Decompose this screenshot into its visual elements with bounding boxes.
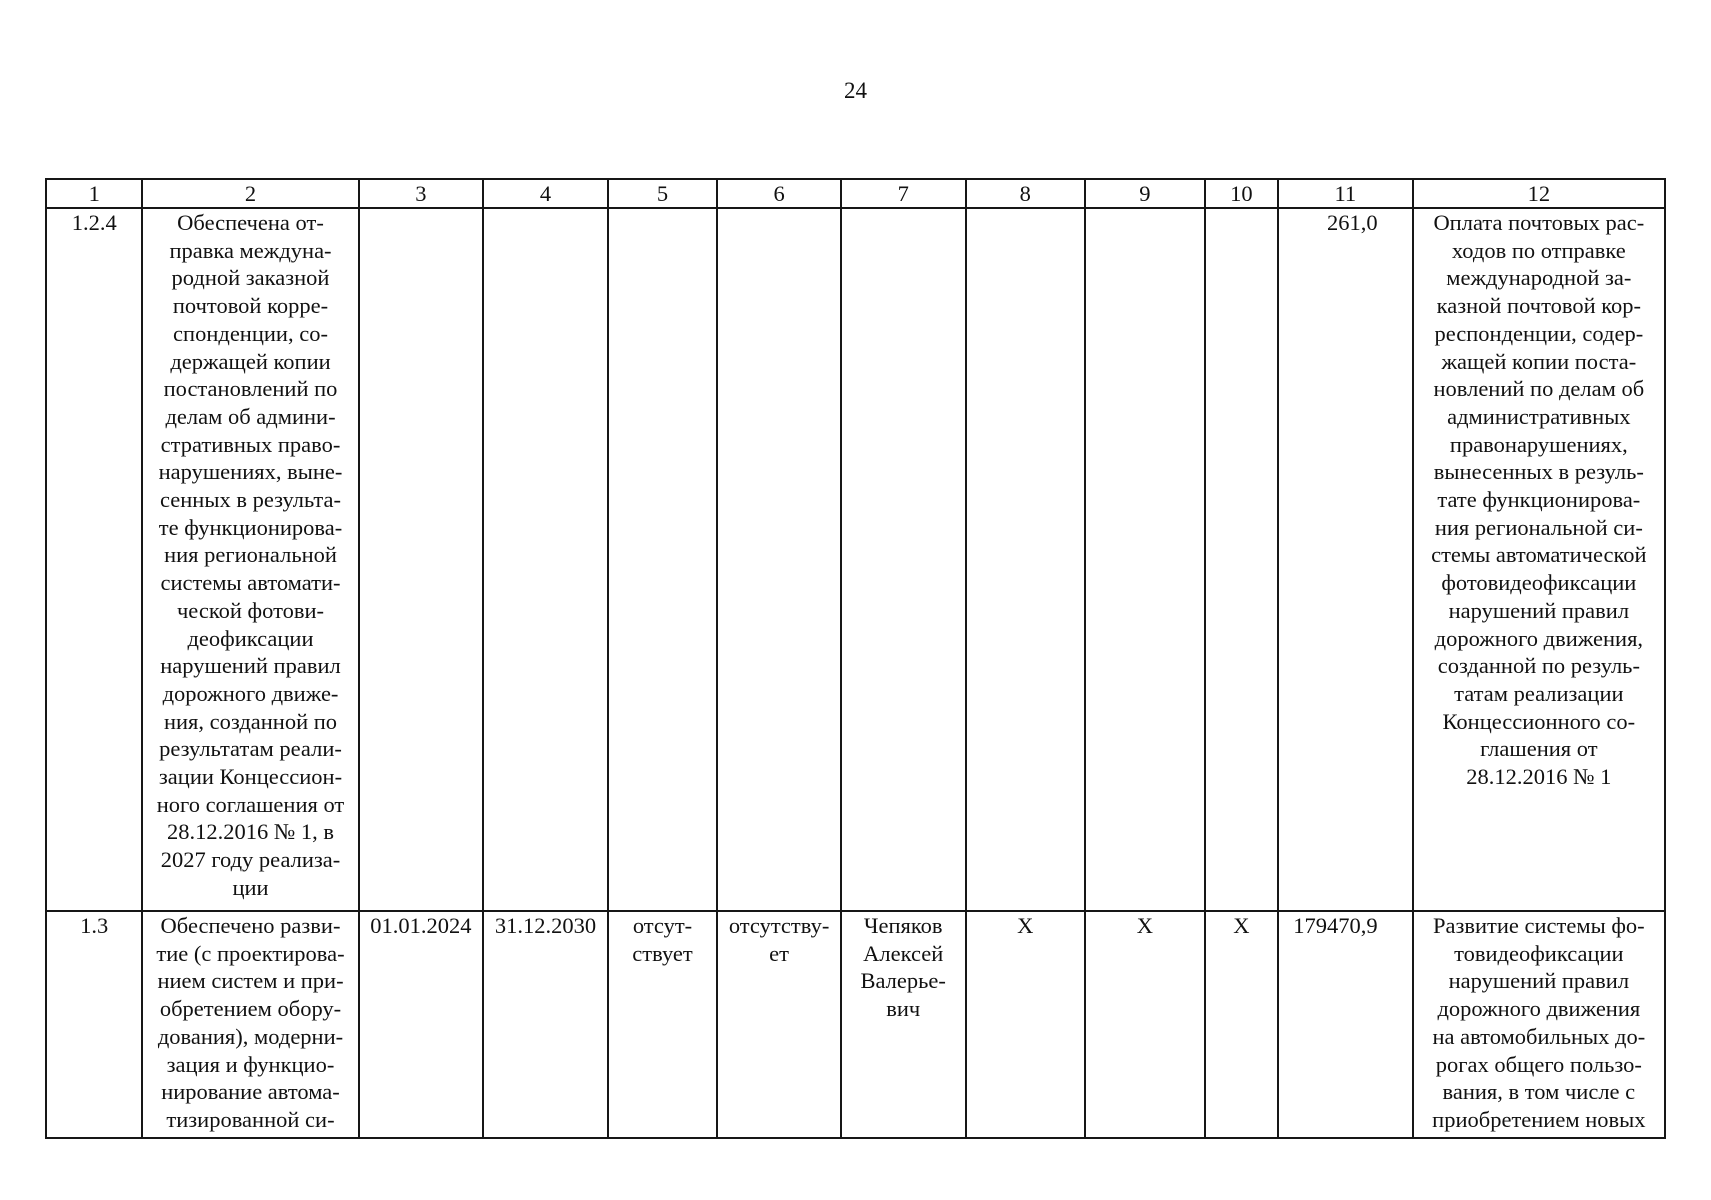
col8-cell bbox=[966, 208, 1086, 911]
col9-cell bbox=[1085, 208, 1205, 911]
col8-value: X bbox=[1017, 913, 1034, 938]
amount-value: 261,0 bbox=[1327, 210, 1378, 235]
column-header: 8 bbox=[966, 179, 1086, 208]
row-description: Обеспечено разви- тие (с проектирова- нием систем и при- обретением обору- дования), модерни- зация и функцио- нирование автома- тизированной си- bbox=[156, 913, 345, 1132]
col9-value: X bbox=[1136, 913, 1153, 938]
column-header: 12 bbox=[1413, 179, 1665, 208]
start-date: 01.01.2024 bbox=[370, 913, 472, 938]
result-cell bbox=[1413, 208, 1665, 911]
col10-cell bbox=[1205, 208, 1278, 911]
column-header: 5 bbox=[608, 179, 718, 208]
col9-cell bbox=[1085, 911, 1205, 1138]
column-header: 6 bbox=[717, 179, 841, 208]
row-description: Обеспечена от- правка междуна- родной заказной почтовой корре- спонденции, со- держащей копии постановлений по делам об админи- стративных право- нарушениях, выне- сенных в результа- те функционирова- ния региональной системы автомати- ческой фотови- деофиксации нарушений правил дорожного движе- ния, созданной по результатам реали- зации Концессион- ного соглашения от 28.12.2016 № 1, в 2027 году реализа- ции bbox=[156, 210, 345, 900]
table-row bbox=[46, 208, 1665, 911]
row-id-cell bbox=[46, 208, 142, 911]
column-header: 10 bbox=[1205, 179, 1278, 208]
end-date-cell bbox=[483, 911, 608, 1138]
start-date-cell bbox=[359, 208, 484, 911]
column-header: 2 bbox=[142, 179, 358, 208]
result-text: Оплата почтовых рас- ходов по отправке международной за- казной почтовой кор- респонденции, содер- жащей копии поста- новлений по делам об административных правонарушениях, вынесенных в резуль- тате функционирова- ния региональной си- стемы автоматической фотовидеофиксации нарушений правил дорожного движения, созданной по резуль- татам реализации Концессионного со- глашения от 28.12.2016 № 1 bbox=[1431, 210, 1647, 790]
column-header: 11 bbox=[1278, 179, 1413, 208]
row-id: 1.2.4 bbox=[71, 210, 117, 235]
column-header: 7 bbox=[841, 179, 966, 208]
responsible-cell bbox=[841, 911, 966, 1138]
start-date-cell bbox=[359, 911, 484, 1138]
responsible-person: Чепяков Алексей Валерье- вич bbox=[860, 913, 946, 1022]
col5-value: отсут- ствует bbox=[632, 913, 693, 966]
column-number-row bbox=[46, 179, 1665, 208]
page-number: 24 bbox=[844, 78, 867, 103]
result-cell bbox=[1413, 911, 1665, 1138]
col6-cell bbox=[717, 911, 841, 1138]
amount-cell bbox=[1278, 911, 1413, 1138]
table-row bbox=[46, 911, 1665, 1138]
end-date: 31.12.2030 bbox=[494, 913, 597, 938]
col10-cell bbox=[1205, 911, 1278, 1138]
column-header: 3 bbox=[359, 179, 484, 208]
result-text: Развитие системы фо- товидеофиксации нарушений правил дорожного движения на автомобильных до- рогах общего пользо- вания, в том числе с приобретением новых bbox=[1432, 913, 1646, 1132]
column-header: 9 bbox=[1085, 179, 1205, 208]
amount-value: 179470,9 bbox=[1293, 913, 1378, 938]
col6-value: отсутству- ет bbox=[728, 913, 830, 966]
column-header: 4 bbox=[483, 179, 608, 208]
responsible-cell bbox=[841, 208, 966, 911]
col8-cell bbox=[966, 911, 1086, 1138]
col6-cell bbox=[717, 208, 841, 911]
col5-cell bbox=[608, 911, 718, 1138]
row-id-cell bbox=[46, 911, 142, 1138]
end-date-cell bbox=[483, 208, 608, 911]
description-cell bbox=[142, 208, 358, 911]
column-header: 1 bbox=[46, 179, 142, 208]
amount-cell bbox=[1278, 208, 1413, 911]
row-id: 1.3 bbox=[80, 913, 109, 938]
measures-table bbox=[45, 178, 1666, 1139]
description-cell bbox=[142, 911, 358, 1138]
col10-value: X bbox=[1233, 913, 1250, 938]
col5-cell bbox=[608, 208, 718, 911]
